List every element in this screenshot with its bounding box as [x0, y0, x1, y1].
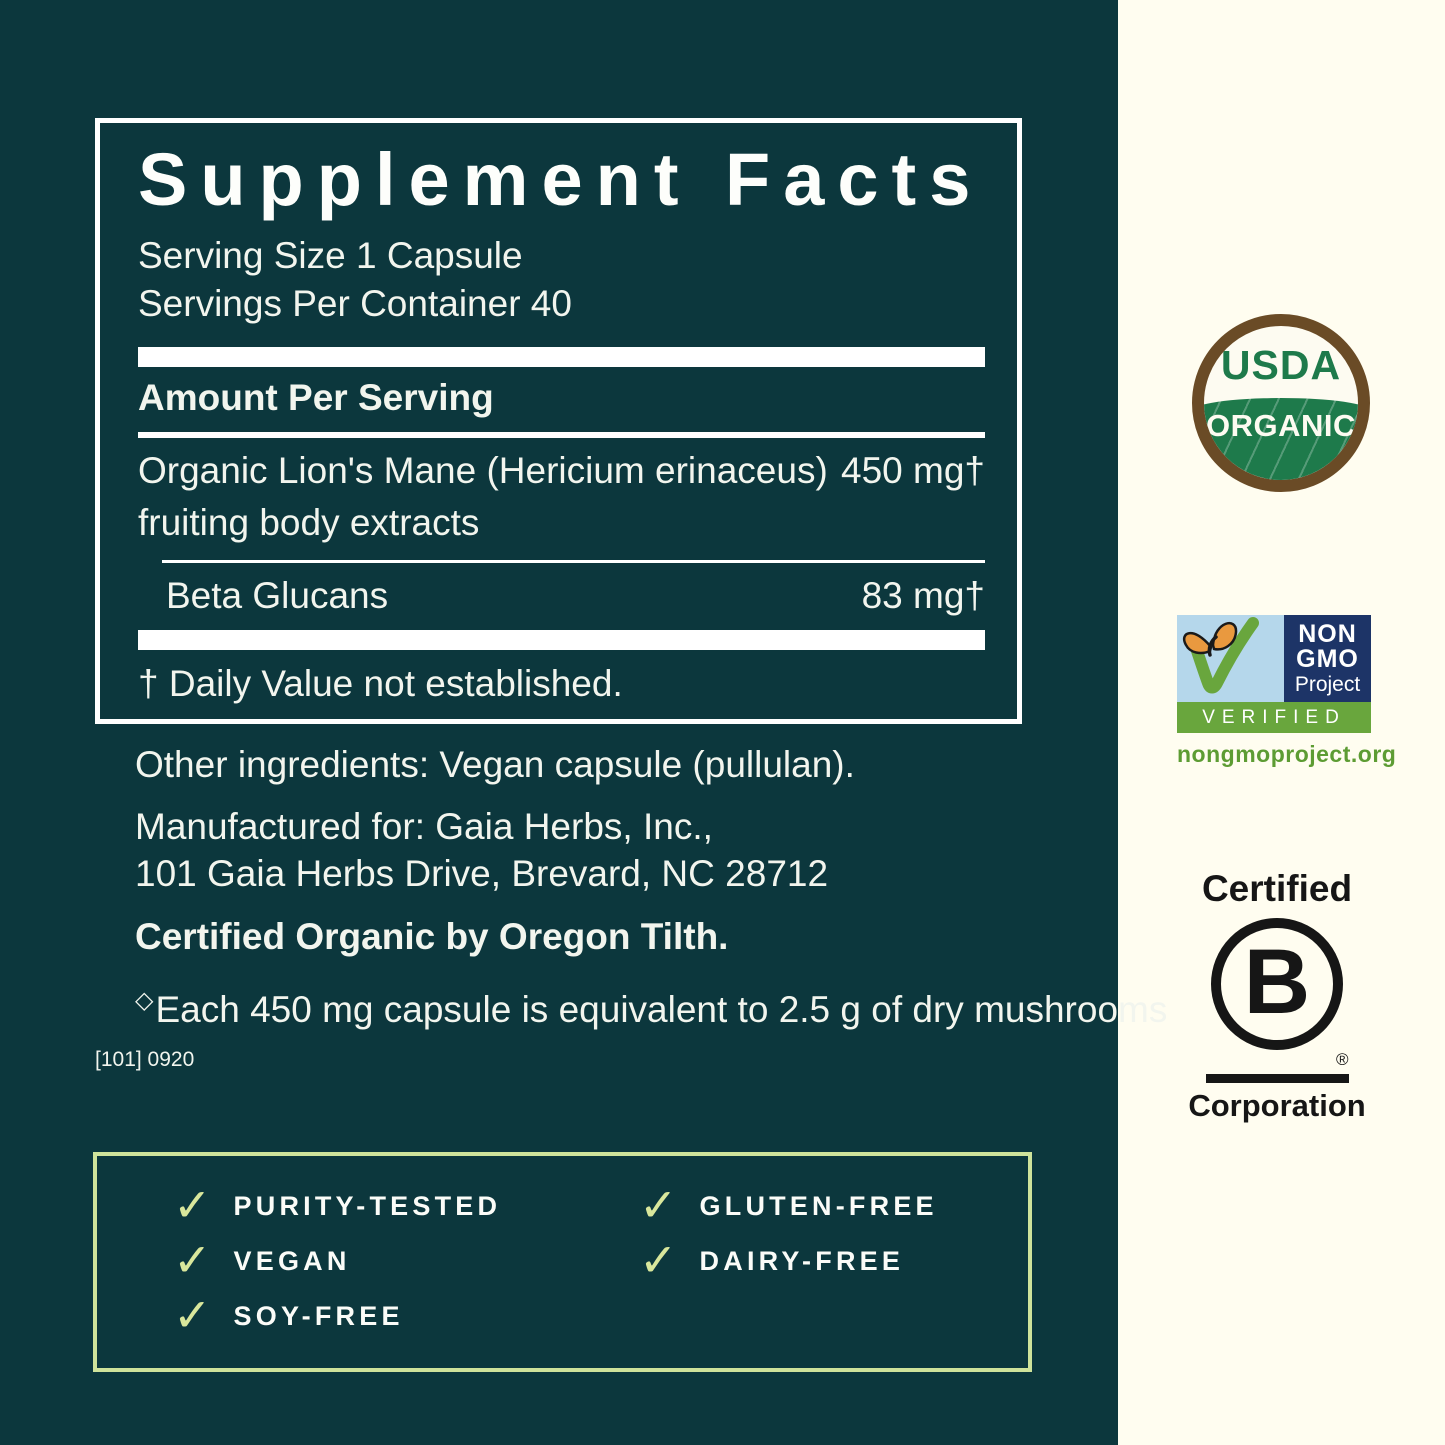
servings-per-container: Servings Per Container 40 — [138, 283, 572, 324]
checkmark-icon: ✓ — [639, 1178, 678, 1232]
sub-ingredient-amount: 83 mg† — [861, 575, 985, 616]
attributes-checklist-box — [93, 1152, 1032, 1372]
usda-organic-badge — [1192, 314, 1370, 492]
ingredient-amount: 450 mg† — [841, 450, 985, 491]
divider-thick-bottom — [138, 630, 985, 650]
non-gmo-verified-band: VERIFIED — [1177, 702, 1371, 733]
non-gmo-badge-top — [1177, 615, 1371, 702]
non-gmo-navy-panel — [1284, 615, 1371, 702]
diamond-symbol: ◇ — [135, 987, 154, 1014]
supplement-facts-box — [95, 118, 1022, 724]
non-gmo-line1: NON — [1298, 620, 1357, 648]
checkmark-icon: ✓ — [173, 1233, 212, 1287]
checkmark-icon: ✓ — [173, 1288, 212, 1342]
non-gmo-url: nongmoproject.org — [1177, 741, 1397, 767]
bcorp-circle-logo — [1211, 918, 1343, 1050]
checklist-label: SOY-FREE — [233, 1301, 404, 1331]
checklist-label: DAIRY-FREE — [699, 1246, 905, 1276]
checklist-label: PURITY-TESTED — [233, 1191, 502, 1221]
manufactured-for-line2: 101 Gaia Herbs Drive, Brevard, NC 28712 — [135, 853, 829, 894]
sub-ingredient-name: Beta Glucans — [166, 575, 389, 616]
butterfly-checkmark-icon — [1177, 615, 1284, 702]
checklist-label: VEGAN — [233, 1246, 351, 1276]
bcorp-registered-mark: ® — [1336, 1050, 1349, 1069]
bcorp-underline-bar — [1206, 1074, 1349, 1083]
checklist-item-purity-tested — [173, 1178, 502, 1232]
lot-code: [101] 0920 — [95, 1048, 195, 1071]
non-gmo-line3: Project — [1294, 673, 1361, 696]
divider-sub — [162, 560, 985, 563]
checkmark-icon: ✓ — [639, 1233, 678, 1287]
certified-organic-note: Certified Organic by Oregon Tilth. — [135, 916, 729, 957]
non-gmo-line2: GMO — [1296, 645, 1359, 673]
ingredient-name-line2: fruiting body extracts — [138, 502, 480, 543]
manufactured-for-line1: Manufactured for: Gaia Herbs, Inc., — [135, 806, 713, 847]
usda-text: USDA — [1220, 342, 1342, 388]
checkmark-icon: ✓ — [173, 1178, 212, 1232]
other-ingredients: Other ingredients: Vegan capsule (pullulan). — [135, 744, 855, 785]
divider-thin — [138, 432, 985, 438]
bcorp-corporation-text: Corporation — [1188, 1088, 1366, 1123]
daily-value-footnote: † Daily Value not established. — [138, 663, 623, 704]
ingredient-name-line1: Organic Lion's Mane (Hericium erinaceus) — [138, 450, 828, 491]
divider-thick-top — [138, 347, 985, 367]
serving-size: Serving Size 1 Capsule — [138, 235, 523, 276]
checklist-item-gluten-free — [639, 1178, 938, 1232]
checklist-item-vegan — [173, 1233, 351, 1287]
checklist-item-dairy-free — [639, 1233, 905, 1287]
checklist-label: GLUTEN-FREE — [699, 1191, 938, 1221]
usda-organic-text: ORGANIC — [1206, 408, 1356, 443]
bcorp-b-letter: B — [1243, 931, 1311, 1033]
supplement-facts-title: Supplement Facts — [138, 138, 984, 221]
amount-per-serving-header: Amount Per Serving — [138, 377, 494, 418]
equivalence-text: Each 450 mg capsule is equivalent to 2.5 g of dry mushrooms — [155, 989, 1168, 1030]
non-gmo-project-badge — [1177, 615, 1397, 768]
non-gmo-sky-panel — [1177, 615, 1284, 702]
checklist-item-soy-free — [173, 1288, 404, 1342]
bcorp-certified-text: Certified — [1201, 868, 1353, 909]
equivalence-note — [135, 986, 1167, 1031]
